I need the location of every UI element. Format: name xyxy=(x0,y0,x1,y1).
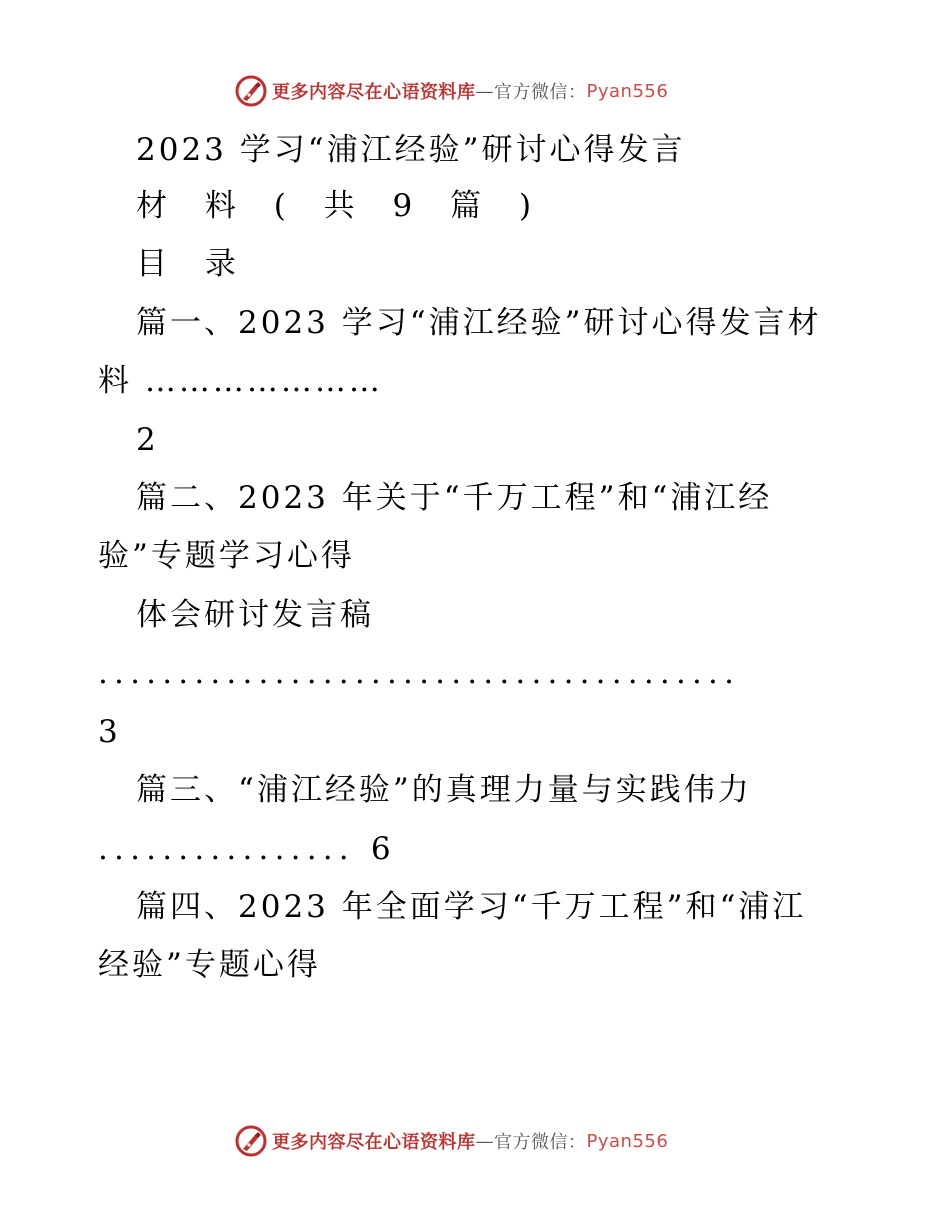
toc-entry-2-title-cont: 验”专题学习心得 xyxy=(98,538,355,574)
watermark-account-id: Pyan556 xyxy=(586,1130,669,1152)
document-title-line1: 2023 学习“浦江经验”研讨心得发言 xyxy=(136,132,686,168)
toc-entry-1-title: 篇一、2023 学习“浦江经验”研讨心得发言材 xyxy=(136,305,822,341)
watermark-account-id: Pyan556 xyxy=(586,80,669,102)
toc-entry-4-title-cont: 经验”专题心得 xyxy=(98,947,321,983)
watermark-main-text: 更多内容尽在心语资料库 xyxy=(272,1132,476,1153)
footer-watermark xyxy=(234,1123,668,1159)
toc-entry-2-title-cont2: 体会研讨发言稿 xyxy=(136,597,374,633)
toc-heading: 目 录 xyxy=(136,246,250,282)
toc-entry-3-leader-page: ................ 6 xyxy=(98,831,397,867)
toc-entry-4-title: 篇四、2023 年全面学习“千万工程”和“浦江 xyxy=(136,889,807,925)
toc-entry-1-leader: 料 ………………… xyxy=(98,363,383,399)
toc-entry-3-title: 篇三、“浦江经验”的真理力量与实践伟力 xyxy=(136,772,752,808)
document-title-line2: 材 料 ( 共 9 篇 ) xyxy=(136,188,546,224)
toc-entry-2-title: 篇二、2023 年关于“千万工程”和“浦江经 xyxy=(136,480,773,516)
toc-entry-2-page: 3 xyxy=(98,714,121,750)
watermark-dash: — xyxy=(475,80,494,102)
watermark-dash: — xyxy=(475,1130,494,1152)
watermark-official-label: 官方微信： xyxy=(494,82,587,103)
toc-entry-2-leader: ........................................ xyxy=(98,655,741,691)
pen-nib-logo-icon xyxy=(234,74,268,108)
pen-nib-logo-icon xyxy=(234,1124,268,1158)
toc-entry-1-page: 2 xyxy=(136,422,159,458)
watermark-main-text: 更多内容尽在心语资料库 xyxy=(272,82,476,103)
header-watermark xyxy=(234,73,668,109)
watermark-official-label: 官方微信： xyxy=(494,1132,587,1153)
